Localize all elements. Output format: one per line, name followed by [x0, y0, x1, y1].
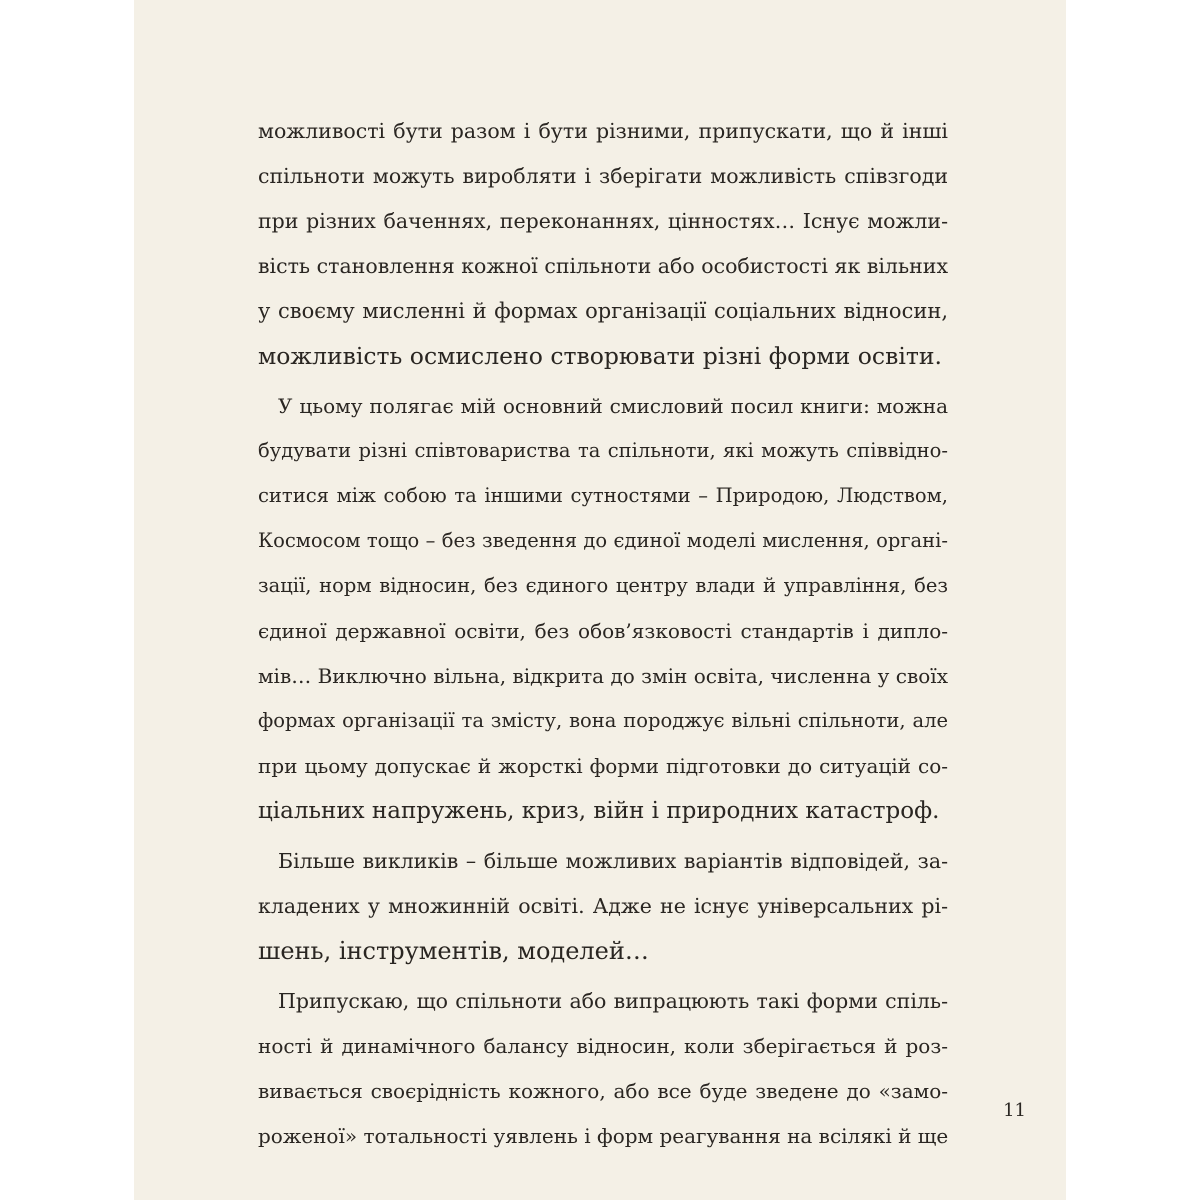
text-line: Припускаю, що спільноти або випрацюють такі форми спіль-	[278, 989, 948, 1013]
text-line: у своєму мисленні й формах організації соціальних відносин,	[258, 299, 948, 323]
text-line: шень, інструментів, моделей…	[258, 937, 649, 965]
text-line: зації, норм відносин, без єдиного центру влади й управління, без	[258, 574, 948, 597]
book-page	[134, 0, 1066, 1200]
text-line: вість становлення кожної спільноти або особистості як вільних	[258, 254, 948, 278]
text-line: можливості бути разом і бути різними, припускати, що й інші	[258, 119, 948, 143]
text-line: вивається своєрідність кожного, або все буде зведене до «замо-	[258, 1079, 948, 1103]
text-line: ситися між собою та іншими сутностями – Природою, Людством,	[258, 484, 948, 507]
text-line: спільноти можуть виробляти і зберігати можливість співзгоди	[258, 164, 948, 188]
text-line: можливість осмислено створювати різні форми освіти.	[258, 342, 942, 370]
text-line: роженої» тотальності уявлень і форм реагування на всілякі й ще	[258, 1124, 949, 1148]
text-line: Більше викликів – більше можливих варіантів відповідей, за-	[278, 849, 948, 873]
text-line: ціальних напружень, криз, війн і природних катастроф.	[258, 798, 940, 824]
page-number: 11	[1003, 1100, 1026, 1121]
text-line: при цьому допускає й жорсткі форми підготовки до ситуацій со-	[258, 754, 948, 778]
text-line: при різних баченнях, переконаннях, цінностях… Існує можли-	[258, 209, 948, 233]
text-line: Космосом тощо – без зведення до єдиної моделі мислення, органі-	[258, 529, 948, 552]
text-line: єдиної державної освіти, без обов’язковості стандартів і дипло-	[258, 619, 948, 643]
text-line: формах організації та змісту, вона породжує вільні спільноти, але	[258, 709, 948, 732]
text-line: будувати різні співтовариства та спільноти, які можуть співвідно-	[258, 439, 948, 462]
text-line: мів… Виключно вільна, відкрита до змін освіта, численна у своїх	[258, 664, 948, 688]
text-line: ності й динамічного балансу відносин, коли зберігається й роз-	[258, 1034, 948, 1058]
text-line: кладених у множинній освіті. Адже не існує універсальних рі-	[258, 894, 948, 918]
text-line: У цьому полягає мій основний смисловий посил книги: можна	[278, 394, 948, 418]
